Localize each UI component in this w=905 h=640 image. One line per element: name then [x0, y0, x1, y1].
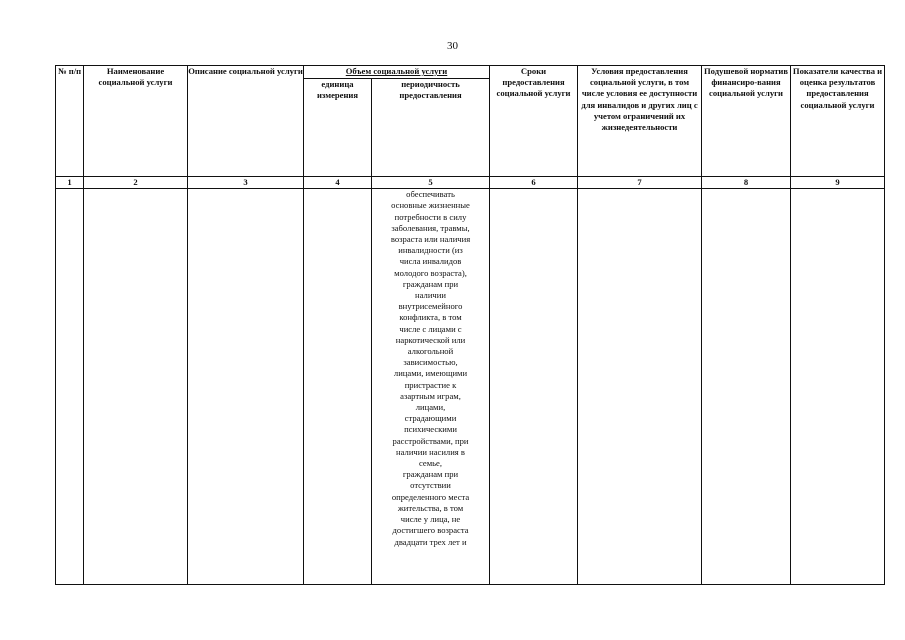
header-service-conditions: Условия предоставления социальной услуги, в том числе условия ее доступности для инвалидов и других лиц с учетом ограничений их жизнедеятельности [578, 66, 702, 177]
cell-service-conditions [578, 189, 702, 585]
column-number-1: 1 [56, 177, 84, 189]
text-line: расстройствами, при [392, 435, 469, 446]
text-line: заболевания, травмы, [391, 222, 470, 233]
cell-funding-standard [702, 189, 791, 585]
cell-service-name [84, 189, 188, 585]
header-service-description: Описание социальной услуги [188, 66, 304, 177]
text-line: гражданам при [402, 469, 459, 480]
cell-unit-of-measure [304, 189, 372, 585]
text-line: страдающими [404, 413, 457, 424]
text-line: гражданам при [402, 278, 459, 289]
cell-service-description [188, 189, 304, 585]
cell-service-terms [490, 189, 578, 585]
text-line: алкогольной [407, 346, 454, 357]
text-line: числе с лицами с [399, 323, 462, 334]
header-quality-indicators: Показатели качества и оценка результатов предоставления социальной услуги [791, 66, 885, 177]
header-funding-standard: Подушевой норматив финансиро-вания социальной услуги [702, 66, 791, 177]
text-line: числа инвалидов [399, 256, 462, 267]
cell-frequency [372, 189, 490, 585]
header-number: № п/п [56, 66, 84, 177]
cell-number [56, 189, 84, 585]
text-line: инвалидности (из [398, 245, 463, 256]
column-number-5: 5 [372, 177, 490, 189]
cell-quality-indicators [791, 189, 885, 585]
column-number-9: 9 [791, 177, 885, 189]
text-line: основные жизненные [391, 200, 470, 211]
text-line: азартным играм, [400, 390, 461, 401]
page-number: 30 [447, 40, 458, 52]
header-service-name: Наименование социальной услуги [84, 66, 188, 177]
text-line: наличии насилия в [396, 446, 465, 457]
text-line: возраста или наличия [390, 234, 471, 245]
text-line: наличии [415, 290, 446, 301]
column-number-6: 6 [490, 177, 578, 189]
column-number-7: 7 [578, 177, 702, 189]
text-line: числе у лица, не [400, 514, 461, 525]
text-line: определенного места [391, 491, 470, 502]
text-line: обеспечивать [406, 189, 455, 200]
text-line: достигшего возраста [392, 525, 469, 536]
text-line: лицами, [415, 402, 446, 413]
text-line: пристрастие к [404, 379, 457, 390]
header-frequency: периодичность предоставления [372, 79, 490, 177]
text-line: семье, [418, 458, 443, 469]
text-line: наркотической или [395, 334, 466, 345]
text-line: конфликта, в том [399, 312, 462, 323]
text-line: психическими [404, 424, 457, 435]
header-service-terms: Сроки предоставления социальной услуги [490, 66, 578, 177]
column-number-2: 2 [84, 177, 188, 189]
header-service-volume: Объем социальной услуги [304, 66, 490, 79]
header-unit-of-measure: единица измерения [304, 79, 372, 177]
text-line: молодого возраста), [394, 267, 467, 278]
text-line: жительства, в том [397, 502, 464, 513]
text-line: двадцати трех лет и [394, 536, 467, 547]
column-number-3: 3 [188, 177, 304, 189]
text-line: внутрисемейного [398, 301, 463, 312]
text-line: отсутствии [410, 480, 451, 491]
text-line: потребности в силу [394, 211, 467, 222]
column-number-8: 8 [702, 177, 791, 189]
text-line: зависимостью, [403, 357, 458, 368]
text-line: лицами, имеющими [393, 368, 468, 379]
social-services-table [55, 65, 885, 585]
column-number-4: 4 [304, 177, 372, 189]
